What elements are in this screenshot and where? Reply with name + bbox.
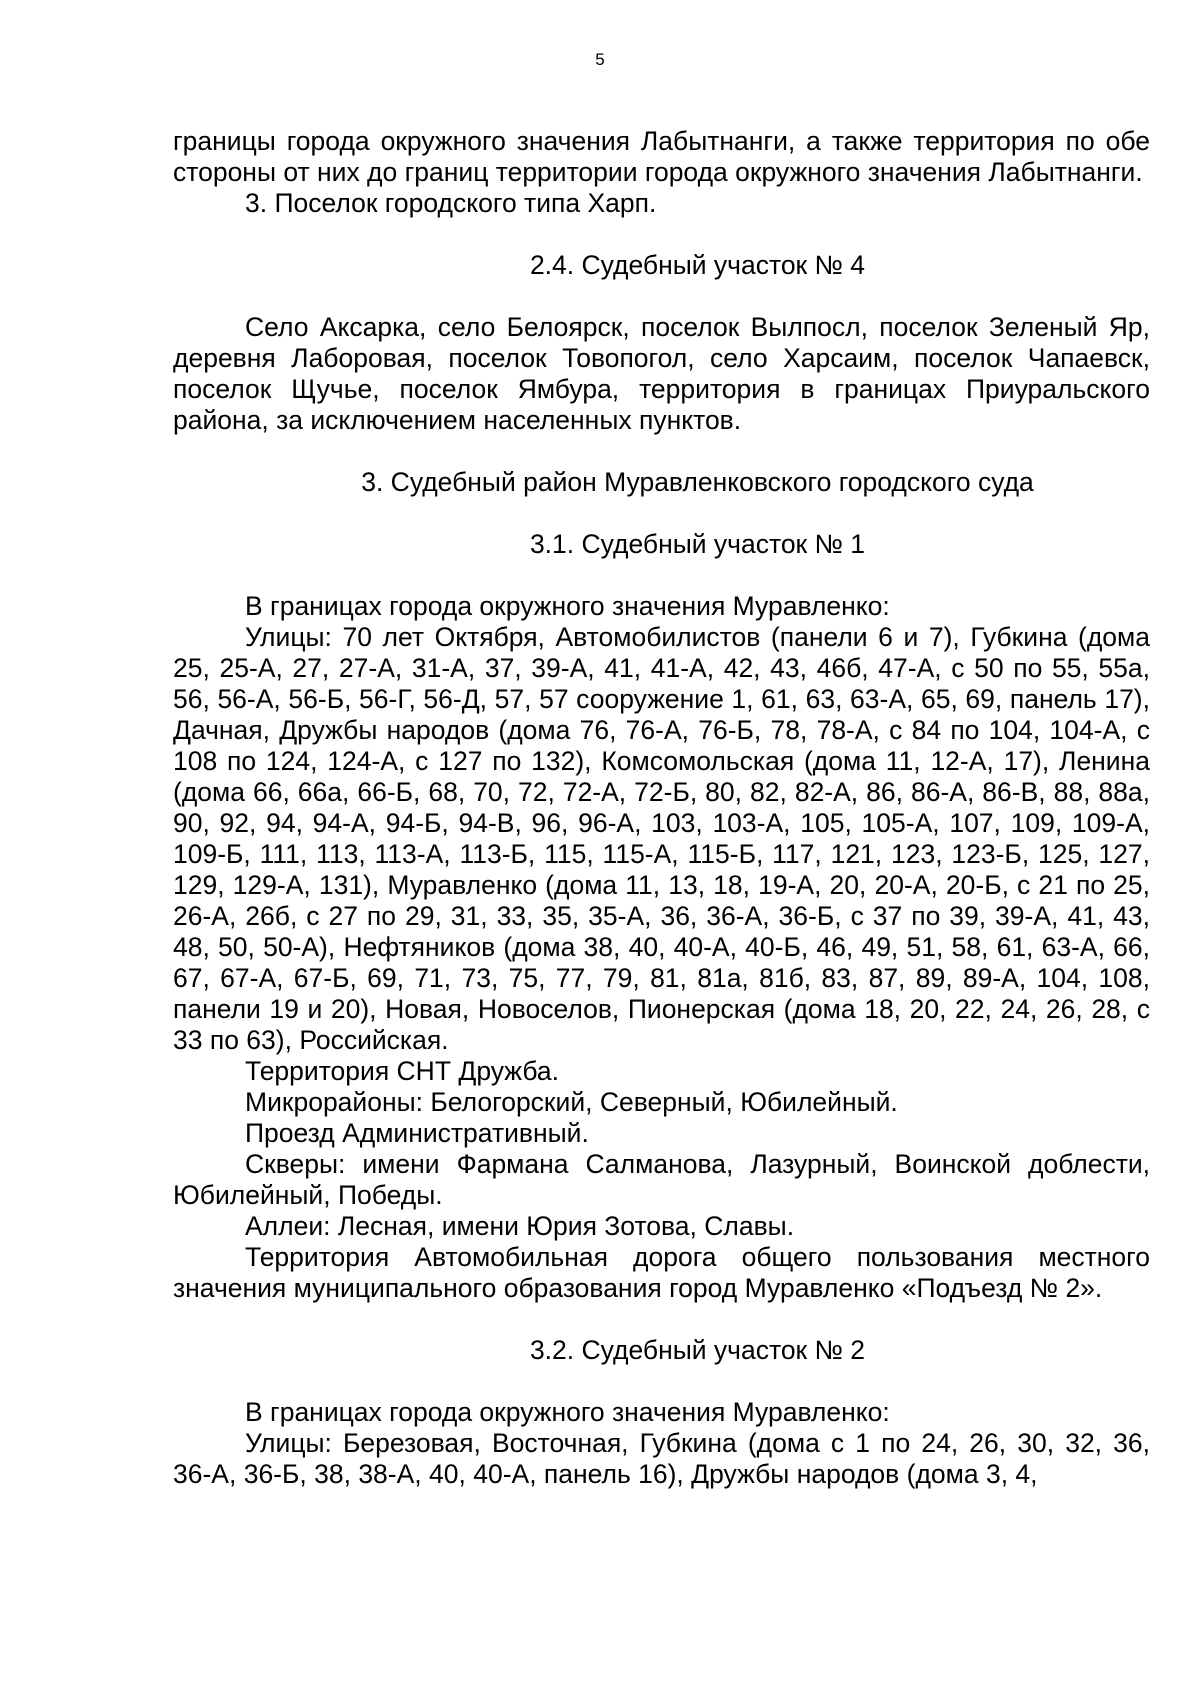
section-heading: 2.4. Судебный участок № 4 (529, 250, 866, 280)
paragraph: Село Аксарка, село Белоярск, поселок Вылпосл, поселок Зеленый Яр, деревня Лаборовая, поселок Товопогол, село Харсаим, поселок Чапаевск, поселок Щучье, поселок Ямбура, территория в границах Приуральского района, за исключением населенных пунктов. (173, 312, 1150, 435)
paragraph: Микрорайоны: Белогорский, Северный, Юбилейный. (245, 1087, 898, 1117)
paragraph: В границах города окружного значения Муравленко: (245, 1397, 890, 1427)
document-body (173, 126, 1150, 1490)
paragraph: Проезд Административный. (245, 1118, 589, 1148)
paragraph: 3. Поселок городского типа Харп. (245, 188, 657, 218)
paragraph: Аллеи: Лесная, имени Юрия Зотова, Славы. (245, 1211, 795, 1241)
section-heading: 3.1. Судебный участок № 1 (529, 529, 866, 559)
paragraph: Территория СНТ Дружба. (245, 1056, 560, 1086)
page-number: 5 (595, 50, 605, 69)
paragraph: Улицы: Березовая, Восточная, Губкина (дома с 1 по 24, 26, 30, 32, 36, 36-А, 36-Б, 38, 38-А, 40, 40-А, панель 16), Дружбы народов (дома 3, 4, (173, 1428, 1150, 1489)
paragraph: Скверы: имени Фармана Салманова, Лазурный, Воинской доблести, Юбилейный, Победы. (173, 1149, 1150, 1210)
paragraph: Территория Автомобильная дорога общего пользования местного значения муниципального образования город Муравленко «Подъезд № 2». (173, 1242, 1150, 1303)
paragraph: В границах города окружного значения Муравленко: (245, 591, 890, 621)
paragraph: границы города окружного значения Лабытнанги, а также территория по обе стороны от них до границ территории города окружного значения Лабытнанги. (173, 126, 1150, 187)
section-heading: 3.2. Судебный участок № 2 (529, 1335, 866, 1365)
paragraph: Улицы: 70 лет Октября, Автомобилистов (панели 6 и 7), Губкина (дома 25, 25-А, 27, 27-А, 31-А, 37, 39-А, 41, 41-А, 42, 43, 46б, 47-А, с 50 по 55, 55а, 56, 56-А, 56-Б, 56-Г, 56-Д, 57, 57 сооружение 1, 61, 63, 63-А, 65, 69, панель 17), Дачная, Дружбы народов (дома 76, 76-А, 76-Б, 78, 78-А, с 84 по 104, 104-А, с 108 по 124, 124-А, с 127 по 132), Комсомольская (дома 11, 12-А, 17), Ленина (дома 66, 66а, 66-Б, 68, 70, 72, 72-А, 72-Б, 80, 82, 82-А, 86, 86-А, 86-В, 88, 88а, 90, 92, 94, 94-А, 94-Б, 94-В, 96, 96-А, 103, 103-А, 105, 105-А, 107, 109, 109-А, 109-Б, 111, 113, 113-А, 113-Б, 115, 115-А, 115-Б, 117, 121, 123, 123-Б, 125, 127, 129, 129-А, 131), Муравленко (дома 11, 13, 18, 19-А, 20, 20-А, 20-Б, с 21 по 25, 26-А, 26б, с 27 по 29, 31, 33, 35, 35-А, 36, 36-А, 36-Б, с 37 по 39, 39-А, 41, 43, 48, 50, 50-А), Нефтяников (дома 38, 40, 40-А, 40-Б, 46, 49, 51, 58, 61, 63-А, 66, 67, 67-А, 67-Б, 69, 71, 73, 75, 77, 79, 81, 81а, 81б, 83, 87, 89, 89-А, 104, 108, панели 19 и 20), Новая, Новоселов, Пионерская (дома 18, 20, 22, 24, 26, 28, с 33 по 63), Российская. (173, 622, 1150, 1055)
section-heading: 3. Судебный район Муравленковского городского суда (361, 467, 1034, 497)
